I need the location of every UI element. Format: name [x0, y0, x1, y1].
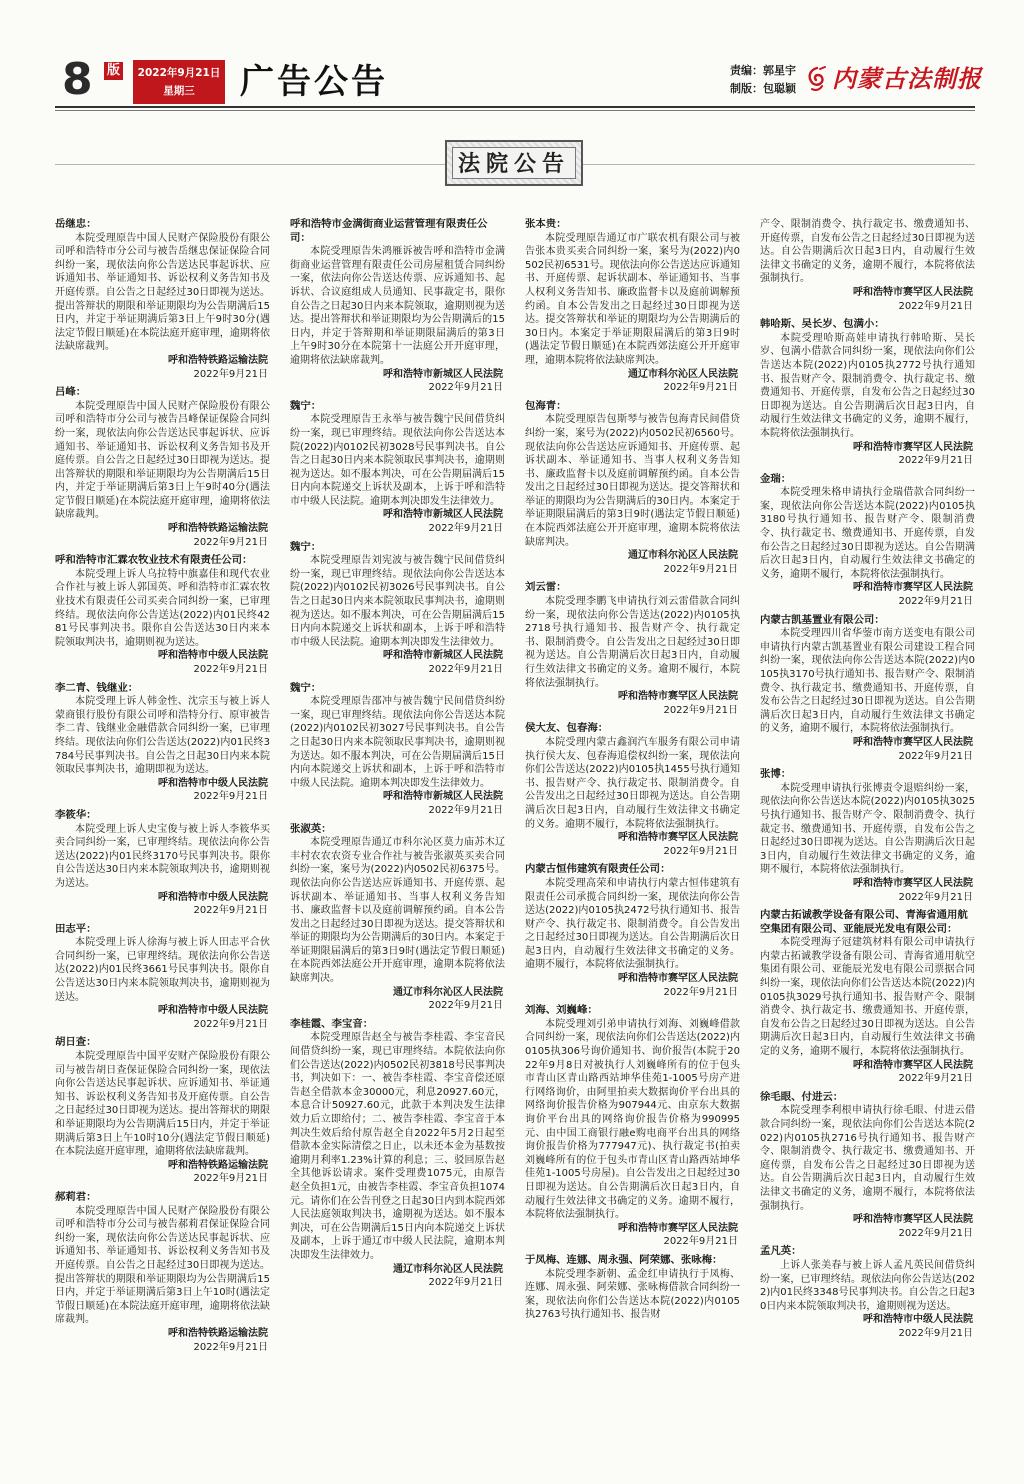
issue-date: 2022年9月21日 [137, 67, 221, 79]
notice-title: 魏宁： [290, 540, 322, 553]
notice-court: 呼和浩特市新城区人民法院 [383, 368, 503, 380]
notice [55, 554, 270, 676]
notice [525, 722, 740, 858]
notice-body: 本院受理原告刘宪波与被告魏宁民间借贷纠纷一案，现已审理终结。现依法向你公告送达本院(2022)内0102民初3026号民事判决书。自公告之日起30日内来本院领取民事判决书，逾期则视为送达。如不服本判决，可在公告期届满后15日内向本院递交上诉状和副本，上诉于呼和浩特市中级人民法院。逾期本判决即发生法律效力。 [290, 555, 505, 648]
layout-credit: 制版：包聪颖 [730, 82, 796, 95]
notice-body: 本院受理原告王永举与被告魏宁民间借贷纠纷一案，现已审理终结。现依法向你公告送达本院(2022)内0102民初3028号民事判决书。自公告之日起30日内来本院领取民事判决书，逾期则视为送达。如不服本判决，可在公告期届满后15日内向本院递交上诉状及副本，上诉于呼和浩特市中级人民法院。逾期本判决即发生法律效力。 [290, 414, 505, 507]
notice [55, 923, 270, 1032]
red-emblem-icon [806, 66, 828, 92]
notice-date: 2022年9月21日 [428, 1277, 503, 1289]
notice [760, 218, 975, 313]
banner-title: 法院公告 [452, 147, 576, 179]
notice-court: 呼和浩特市中级人民法院 [158, 650, 268, 662]
notice-date: 2022年9月21日 [898, 750, 973, 762]
notice-body: 本院受理原告朱鸿雁诉被告呼和浩特市金满街商业运营管理有限责任公司房屋租赁合同纠纷一案，依法向你公告送达传票、应诉通知书、起诉状、合议庭组成人员通知、民事裁定书，限你自公告之日起30日内来本院领取，逾期则视为送达。提出答辩状和举证期限均为公告期满后的15日内，并定于答辩期和举证期限届满后的第3日上午9时30分在本院第十一法庭公开开庭审理，逾期将依法缺席裁判。 [290, 246, 505, 366]
notice-title: 李桂霞、李宝音： [290, 1017, 374, 1030]
notice-body: 本院受理原告中国人民财产保险股份有限公司呼和浩特市分公司与被告岳继忠保证保险合同纠纷一案，现依法向你公告送达民事起诉状、应诉通知书、举证通知书、诉讼权利义务告知书及开庭传票。自公告之日起经过30日即视为送达。提出答辩状的期限和举证期限均为公告期满后15日内，并定于举证期满后第3日上午9时30分(遇法定节假日顺延)在本院法庭开庭审理，逾期将依法缺席裁判。 [55, 232, 270, 353]
notice-court: 呼和浩特市赛罕区人民法院 [618, 691, 738, 703]
notice-court: 呼和浩特市中级人民法院 [158, 1005, 268, 1017]
notice-body: 本院受理李鹏飞申请执行刘云雷借款合同纠纷一案，现依法向你公告送达(2022)内0105执2718号执行通知书、报告财产令、执行裁定书、限制消费令。自公告发出之日起经过30日即视为送达。自公告期满后次日起3日内，自动履行生效法律文书确定的义务。逾期不履行，本院将依法强制执行。 [525, 596, 740, 689]
notice-court: 呼和浩特市赛罕区人民法院 [618, 1222, 738, 1234]
section-title: 广告公告 [240, 62, 388, 102]
notice-title: 岳继忠： [55, 218, 97, 230]
notice-title: 包海青： [525, 399, 567, 412]
notice-court: 呼和浩特铁路运输法院 [168, 523, 268, 535]
notice-date: 2022年9月21日 [193, 368, 268, 380]
notice-court: 呼和浩特市赛罕区人民法院 [853, 582, 973, 594]
notice-date: 2022年9月21日 [428, 804, 503, 816]
notice-court: 呼和浩特铁路运输法院 [168, 1159, 268, 1171]
column-4 [760, 218, 975, 1480]
notice-date: 2022年9月21日 [898, 1327, 973, 1339]
notice [525, 218, 740, 395]
notice [525, 1004, 740, 1249]
notice-title: 胡日查： [55, 1036, 97, 1049]
masthead-logo: 内蒙古法制报 [832, 64, 982, 93]
notice-court: 呼和浩特市新城区人民法院 [383, 791, 503, 803]
notice-court: 呼和浩特市新城区人民法院 [383, 509, 503, 521]
notice-title: 张博： [760, 768, 792, 781]
notice [290, 682, 505, 818]
notice-title: 郝莉君： [55, 1190, 97, 1203]
notice-court: 呼和浩特市赛罕区人民法院 [618, 973, 738, 985]
notice-court: 呼和浩特市中级人民法院 [863, 1314, 973, 1326]
notice-body: 本院受理内蒙古鑫润汽车服务有限公司申请执行侯大友、包春海追偿权纠纷一案，现依法向你们公告送达(2022)内0105执1455号执行通知书、报告财产令、执行裁定书、限制消费令。自公告发出之日起经过30日即视为送达。自公告期满后次日起3日内，自动履行生效法律文书确定的义务。逾期不履行，本院将依法强制执行。 [525, 736, 740, 830]
notice-court: 呼和浩特市新城区人民法院 [383, 650, 503, 662]
notice-court: 通辽市科尔沁区人民法院 [628, 368, 738, 380]
issue-date-block [133, 60, 225, 104]
notice-title: 刘云雷： [525, 581, 567, 594]
column-3 [525, 218, 740, 1480]
header-rule [55, 106, 975, 108]
notice-title: 张淑英： [290, 822, 332, 835]
notice-court: 呼和浩特市赛罕区人民法院 [853, 736, 973, 748]
notice [760, 614, 975, 764]
notice-body: 本院受理上诉人徐海与被上诉人田志平合伙合同纠纷一案，已审理终结。现依法向你公告送达(2022)内01民终3661号民事判决书。限你自公告送达30日内来本院领取判决书，逾期则视为送达。 [55, 937, 270, 1003]
notice-date: 2022年9月21日 [663, 845, 738, 857]
notice-date: 2022年9月21日 [193, 536, 268, 548]
notice-title: 刘海、刘巍峰： [525, 1004, 598, 1017]
notice-title: 内蒙古拓诚教学设备有限公司、青海省通用航空集团有限公司、亚能辰光发电有限公司： [760, 909, 968, 935]
notice-body: 本院受理原告赵全与被告李桂霞、李宝音民间借贷纠纷一案，现已审理终结。本院依法向你们公告送达(2022)内0502民初3818号民事判决书，判决如下：一、被告李桂霞、李宝音偿还原告赵全借款本金30000元，利息20927.60元，本息合计50927.60元，此款于本判决发生法律效力后立即给付；二、被告李桂霞、李宝音于本判决生效后给付原告赵全自2022年5月2日起至借款本金实际清偿之日止，以未还本金为基数按逾期月利率1.23%计算的利息；三、驳回原告赵全其他诉讼请求。案件受理费1075元，由原告赵全负担1元，由被告李桂霞、李宝音负担1074元。请你们在公告刊登之日起30日内到本院西郊人民法庭领取判决书，逾期视为送达。如不服本判决，可在公告期满后15日内向本院递交上诉状及副本，上诉于通辽市中级人民法院，逾期本判决即发生法律效力。 [290, 1032, 505, 1261]
notice-body: 本院受理原告邵冲与被告魏宁民间借贷纠纷一案，现已审理终结。现依法向你公告送达本院(2022)内0102民初3027号民事判决书。自公告之日起30日内来本院领取民事判决书，逾期则视为送达。如不服本判决，可在公告期届满后15日内向本院递交上诉状和副本，上诉于呼和浩特市中级人民法院。逾期本判决即发生法律效力。 [290, 696, 505, 789]
notice-title: 金瑞： [760, 472, 792, 485]
notice-date: 2022年9月21日 [898, 455, 973, 467]
notice-body: 本院受理原告通辽市广联农机有限公司与被告张本贵买卖合同纠纷一案，案号为(2022)内0502民初6531号。现依法向你公告送达应诉通知书、开庭传票、起诉状副本、举证通知书、当事人权利义务告知书、廉政监督卡以及庭前调解预约函。自本公告发出之日起经过30日即视为送达。提交答辩状和举证的期限均为公告期满后的30日内。本案定于举证期限届满后的第3日9时(遇法定节假日顺延)在本院西郊法庭公开开庭审理，逾期本院将依法缺席判决。 [525, 232, 740, 366]
column-1 [55, 218, 270, 1480]
issue-weekday: 星期三 [163, 85, 195, 97]
notice-body: 本院受理朱格申请执行金瑞借款合同纠纷一案，现依法向你公告送达本院(2022)内0105执3180号执行通知书、报告财产令、限制消费令、执行裁定书、缴费通知书、开庭传票，自发布公告之日起经过30日即视为送达。自公告期满后次日起3日内，自动履行生效法律文书确定的义务，逾期不履行，本院将依法强制执行。 [760, 487, 975, 580]
notice-title: 张本贵： [525, 218, 567, 230]
notice-date: 2022年9月21日 [428, 382, 503, 394]
notice-date: 2022年9月21日 [663, 986, 738, 998]
notice-court: 通辽市科尔沁区人民法院 [393, 986, 503, 998]
notice [525, 400, 740, 577]
notice-date: 2022年9月21日 [663, 1236, 738, 1248]
notice [760, 473, 975, 609]
notice-body: 本院受理原告中国人民财产保险股份有限公司呼和浩特市分公司与被告郝莉君保证保险合同纠纷一案，现依法向你公告送达民事起诉状、应诉通知书、举证通知书、诉讼权利义务告知书及开庭传票。自公告之日起经过30日即视为送达。提出答辩状的期限和举证期限均为公告期满后15日内，并定于举证期满后第3日上午10时(遇法定节假日顺延)在本院法庭开庭审理，逾期将依法缺席裁判。 [55, 1205, 270, 1326]
notice-title: 侯大友、包春海： [525, 722, 609, 735]
notice [290, 400, 505, 536]
notice [290, 1018, 505, 1290]
notice-title: 内蒙古恒伟建筑有限责任公司： [525, 863, 671, 876]
notice [290, 218, 505, 395]
notice [55, 218, 270, 381]
notice [760, 1091, 975, 1241]
notice-body: 本院受理原告包斯琴与被告包海青民间借贷纠纷一案，案号为(2022)内0502民初6560号。现依法向你公告送达应诉通知书、开庭传票、起诉状副本、举证通知书、当事人权利义务告知书、廉政监督卡以及庭前调解预约函。自本公告发出之日起经过30日即视为送达。提交答辩状和举证的期限均为公告期满后的30日内。本案定于举证期限届满后的第3日9时(遇法定节假日顺延)在本院西郊法庭公开开庭审理，逾期本院将依法缺席判决。 [525, 414, 740, 548]
notice-title: 内蒙古凯基置业有限公司： [760, 613, 885, 626]
notice [55, 1191, 270, 1354]
notice [760, 1245, 975, 1340]
notice-date: 2022年9月21日 [898, 596, 973, 608]
notice-title: 徐毛眼、付进云： [760, 1090, 844, 1103]
notice-date: 2022年9月21日 [898, 1073, 973, 1085]
notice-title: 吕峰： [55, 386, 87, 399]
notice-date: 2022年9月21日 [428, 523, 503, 535]
notice [55, 1036, 270, 1186]
notice-date: 2022年9月21日 [193, 1341, 268, 1353]
notice-court: 通辽市科尔沁区人民法院 [628, 550, 738, 562]
notice-body: 产令、限制消费令、执行裁定书、缴费通知书、开庭传票，自发布公告之日起经过30日即视为送达。自公告期满后次日起3日内，自动履行生效法律文书确定的义务，逾期不履行，本院将依法强制执行。 [760, 219, 975, 285]
notice-title: 孟凡英： [760, 1245, 802, 1258]
notice [760, 318, 975, 468]
notice-court: 呼和浩特市中级人民法院 [158, 891, 268, 903]
notice-date: 2022年9月21日 [193, 1173, 268, 1185]
notice-body: 本院受理申请执行张博责令退赔纠纷一案，现依法向你公告送达本院(2022)内0105执3025号执行通知书、报告财产令、限制消费令、执行裁定书、缴费通知书、开庭传票，自发布公告之日起经过30日即视为送达。自公告期满后次日起3日内，自动履行生效法律文书确定的义务，逾期不履行，本院将依法强制执行。 [760, 782, 975, 876]
notice-date: 2022年9月21日 [663, 563, 738, 575]
notice-body: 本院受理原告中国人民财产保险股份有限公司呼和浩特市分公司与被告吕峰保证保险合同纠纷一案，现依法向你公告送达民事起诉状、应诉通知书、举证通知书、诉讼权利义务告知书及开庭传票。自公告之日起经过30日即视为送达。提出答辩状的期限和举证期限均为公告期满后15日内，并定于举证期满后第3日上午9时40分(遇法定节假日顺延)在本院法庭开庭审理，逾期将依法缺席裁判。 [55, 400, 270, 521]
notice-body: 本院受理上诉人史宝俊与被上诉人李筱华买卖合同纠纷一案，已审理终结。现依法向你公告送达(2022)内01民终3170号民事判决书。限你自公告送达30日内来本院领取判决书，逾期则视为送达。 [55, 823, 270, 889]
notice-date: 2022年9月21日 [663, 382, 738, 394]
notice-title: 李二青、钱继业： [55, 681, 139, 694]
notice-title: 魏宁： [290, 399, 322, 412]
notice-date: 2022年9月21日 [663, 704, 738, 716]
notice-date: 2022年9月21日 [193, 905, 268, 917]
notice-title: 田志平： [55, 922, 97, 935]
notice-date: 2022年9月21日 [898, 300, 973, 312]
notice-body: 本院受理哈斯高娃申请执行韩哈斯、吴长岁、包满小借款合同纠纷一案，现依法向你们公告送达本院(2022)内0105执2772号执行通知书、报告财产令、限制消费令、执行裁定书、缴费通知书、开庭传票，自发布公告之日起经过30日即视为送达。自公告期满后次日起3日内，自动履行生效法律文书确定的义务，逾期不履行，本院将依法强制执行。 [760, 332, 975, 439]
notice-body: 本院受理原告中国平安财产保险股份有限公司与被告胡日查保证保险合同纠纷一案，现依法向你公告送达民事起诉状、应诉通知书、举证通知书、诉讼权利义务告知书及开庭传票。自公告之日起经过30日即视为送达。提出答辩状的期限和举证期限均为公告期满后15日内，并定于举证期满后第3日上午10时10分(遇法定节假日顺延)在本院法庭开庭审理，逾期将依法缺席裁判。 [55, 1051, 270, 1158]
notice-court: 通辽市科尔沁区人民法院 [393, 1263, 503, 1275]
notice-court: 呼和浩特市赛罕区人民法院 [853, 1214, 973, 1226]
header-rule-thin [55, 110, 975, 111]
notice [55, 386, 270, 549]
notice-title: 于凤梅、连娜、周永强、阿荣娜、张咏梅： [525, 1253, 723, 1266]
notice [290, 541, 505, 677]
notice-body: 本院受理原告通辽市科尔沁区莫力庙苏木辽丰村农农农资专业合作社与被告张淑英买卖合同纠纷一案，案号为(2022)内0502民初6375号。现依法向你公告送达应诉通知书、开庭传票、起诉状副本、举证通知书、当事人权利义务告知书、廉政监督卡以及庭前调解预约函。自本公告发出之日起经过30日即视为送达。提交答辩状和举证的期限均为公告期满后的30日内。本案定于举证期限届满后的第3日9时(遇法定节假日顺延)在本院西郊法庭公开开庭审理，逾期本院将依法缺席判决。 [290, 837, 505, 985]
notice [525, 581, 740, 717]
notice-body: 本院受理李利根申请执行徐毛眼、付进云借款合同纠纷一案，现依法向你们公告送达本院(2022)内0105执2716号执行通知书、报告财产令、限制消费令、执行裁定书、缴费通知书、开庭传票，自发布公告之日起经过30日即视为送达。自公告期满后次日起3日内，自动履行生效法律文书确定的义务，逾期不履行，本院将依法强制执行。 [760, 1105, 975, 1212]
notice-court: 呼和浩特市赛罕区人民法院 [853, 286, 973, 298]
notice-date: 2022年9月21日 [193, 664, 268, 675]
column-2 [290, 218, 505, 1480]
notice-title: 呼和浩特市汇霖农牧业技术有限责任公司： [55, 554, 253, 567]
notice-body: 本院受理海子冠建筑材料有限公司申请执行内蒙古拓诚教学设备有限公司、青海省通用航空集团有限公司、亚能辰光发电有限公司票据合同纠纷一案，现依法向你们公告送达本院(2022)内0105执3029号执行通知书、报告财产令、限制消费令、执行裁定书、缴费通知书、开庭传票，自发布公告之日起经过30日即视为送达。自公告期满后次日起3日内，自动履行生效法律文书确定的义务，逾期不履行，本院将依法强制执行。 [760, 937, 975, 1058]
notice-body: 本院受理李新朝、孟金红申请执行于凤梅、连娜、周永强、阿荣娜、张咏梅借款合同纠纷一案，现依法向你们公告送达本院(2022)内0105执2763号执行通知书、报告财 [525, 1268, 740, 1321]
notice-body: 本院受理上诉人韩金性、沈宗玉与被上诉人蒙商银行股份有限公司呼和浩特分行、原审被告李二青、钱继业金融借款合同纠纷一案，已审理终结。现依法向你们公告送达(2022)内01民终3784号民事判决书。自公告之日起30日内来本院领取民事判决书，逾期即视为送达。 [55, 696, 270, 776]
notice-body: 本院受理四川省华蓥市南方送变电有限公司申请执行内蒙古凯基置业有限公司建设工程合同纠纷一案，现依法向你公告送达本院(2022)内0105执3170号执行通知书、报告财产令、限制消费令、执行裁定书、缴费通知书、开庭传票，自发布公告之日起经过30日即视为送达。自公告期满后次日起3日内，自动履行生效法律文书确定的义务，逾期不履行，本院将依法强制执行。 [760, 628, 975, 735]
notice-date: 2022年9月21日 [428, 1000, 503, 1012]
notice-date: 2022年9月21日 [898, 891, 973, 903]
notice [55, 809, 270, 918]
notice-court: 呼和浩特市中级人民法院 [158, 777, 268, 789]
notice-date: 2022年9月21日 [193, 1018, 268, 1030]
notice-title: 韩哈斯、吴长岁、包满小： [760, 318, 885, 331]
notice [290, 823, 505, 1013]
notice-court: 呼和浩特市赛罕区人民法院 [618, 832, 738, 844]
notice-body: 本院受理高荣和申请执行内蒙古恒伟建筑有限责任公司承揽合同纠纷一案，现依法向你公告送达(2022)内0105执2472号执行通知书、报告财产令、执行裁定书、限制消费令。自公告发出之日起经过30日即视为送达。自公告期满后次日起3日内，自动履行生效法律文书确定的义务。逾期不履行，本院将依法强制执行。 [525, 877, 740, 971]
notice [55, 682, 270, 804]
notice-body: 本院受理上诉人乌拉特中旗嘉佳和现代农业合作社与被上诉人郭国英、呼和浩特市汇霖农牧业技术有限责任公司买卖合同纠纷一案，已审理终结。现依法向你公告送达(2022)内01民终4281号民事判决书。限你自公告送达30日内来本院领取判决书，逾期则视为送达。 [55, 568, 270, 648]
notice-court: 呼和浩特市赛罕区人民法院 [853, 441, 973, 453]
notice-body: 上诉人张美春与被上诉人孟凡英民间借贷纠纷一案，已审理终结。现依法向你公告送达(2022)内01民终3348号民事判决书。自公告之日起30日内来本院领取判决书，逾期则视为送达。 [760, 1259, 975, 1312]
editor-credit: 责编：郭星宇 [730, 64, 796, 77]
notice-title: 魏宁： [290, 681, 322, 694]
notice-title: 李筱华： [55, 808, 97, 821]
notice-date: 2022年9月21日 [428, 664, 503, 675]
notice-court: 呼和浩特铁路运输法院 [168, 1327, 268, 1339]
notice [760, 909, 975, 1086]
notice [760, 768, 975, 904]
page-number: 8 [62, 54, 93, 105]
notice-date: 2022年9月21日 [898, 1227, 973, 1239]
page-label: 版 [104, 62, 123, 80]
notice-court: 呼和浩特铁路运输法院 [168, 354, 268, 366]
notice-date: 2022年9月21日 [193, 791, 268, 803]
banner-frame [445, 140, 583, 186]
notice-court: 呼和浩特市赛罕区人民法院 [853, 877, 973, 889]
notice-court: 呼和浩特市赛罕区人民法院 [853, 1059, 973, 1071]
notice-body: 本院受理刘引弟申请执行刘海、刘巍峰借款合同纠纷一案，现依法向你们公告送达(2022)内0105执306号询价通知书、询价报告(本院于2022年9月8日对被执行人刘巍峰所有的位于包头市青山区青山路西站坤华佳苑1-1005号房产进行网络询价，由阿里拍卖大数据询价平台出具的网络询价报告价格为907944元、由京东大数据询价平台出具的网络询价报告价格为990995元、由中国工商银行融e购电商平台出具的网络询价报告价格为777947元)、执行裁定书(拍卖刘巍峰所有的位于包头市青山区青山路西站坤华佳苑1-1005号房屋)。自公告发出之日起经过30日即视为送达。自公告期满后次日起3日内，自动履行生效法律文书确定的义务。逾期不履行，本院将依法强制执行。 [525, 1018, 740, 1221]
notice [525, 1254, 740, 1322]
notice-title: 呼和浩特市金满街商业运营管理有限责任公司： [290, 218, 488, 244]
notice [525, 863, 740, 999]
